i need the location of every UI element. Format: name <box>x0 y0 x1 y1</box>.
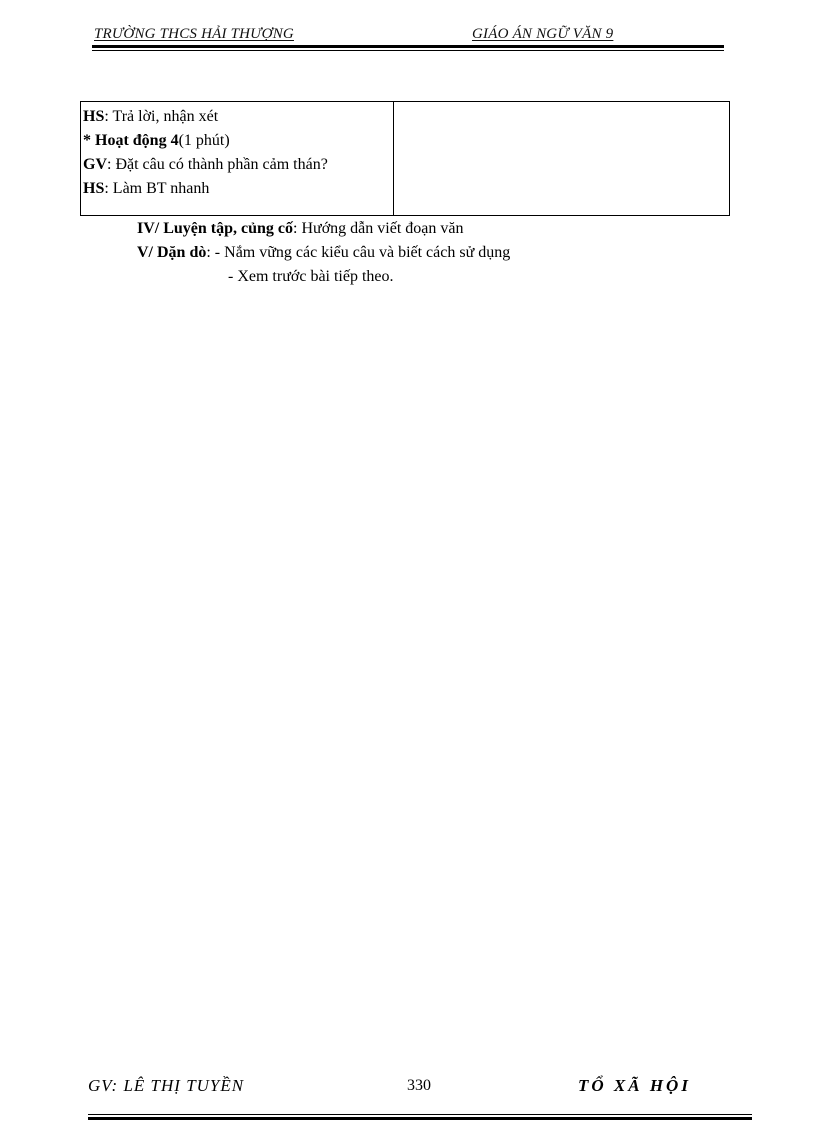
teacher-name: GV: LÊ THỊ TUYỀN <box>88 1076 245 1095</box>
lesson-body <box>137 217 737 289</box>
homework-item-1: : - Nắm vững các kiểu câu và biết cách sử dụng <box>206 244 511 261</box>
header-rule-thin <box>92 50 724 51</box>
header-rule-thick <box>92 45 724 48</box>
line-label: GV <box>83 156 107 173</box>
table-line-hs-exercise <box>83 177 393 201</box>
table-line-activity-4 <box>83 129 393 153</box>
homework-item-2: - Xem trước bài tiếp theo. <box>228 268 394 285</box>
homework-line-2 <box>137 265 737 289</box>
homework-line <box>137 241 737 265</box>
subject-title: GIÁO ÁN NGỮ VĂN 9 <box>472 26 614 42</box>
table-cell-left <box>81 102 394 215</box>
page-header <box>92 26 724 56</box>
practice-text: : Hướng dẫn viết đoạn văn <box>293 220 464 237</box>
line-label: * Hoạt động 4 <box>83 132 179 149</box>
line-label: HS <box>83 108 105 125</box>
page-number: 330 <box>407 1077 431 1094</box>
line-label: HS <box>83 180 105 197</box>
table-cell-right <box>394 102 729 215</box>
footer-rule-thick <box>88 1117 752 1120</box>
table-line-gv-question <box>83 153 393 177</box>
line-text: : Làm BT nhanh <box>104 180 210 197</box>
table-line-hs-answer <box>83 105 393 129</box>
activity-table <box>80 101 730 216</box>
homework-label: V/ Dặn dò <box>137 244 207 261</box>
practice-line <box>137 217 737 241</box>
line-text: (1 phút) <box>178 132 230 149</box>
practice-label: IV/ Luyện tập, củng cố <box>137 220 294 237</box>
line-text: : Đặt câu có thành phần cảm thán? <box>107 156 328 173</box>
page-footer <box>88 1076 752 1116</box>
footer-rule-thin <box>88 1114 752 1115</box>
school-name: TRƯỜNG THCS HẢI THƯỢNG <box>94 26 294 42</box>
line-text: : Trả lời, nhận xét <box>104 108 219 125</box>
department-name: TỔ XÃ HỘI <box>578 1076 691 1095</box>
